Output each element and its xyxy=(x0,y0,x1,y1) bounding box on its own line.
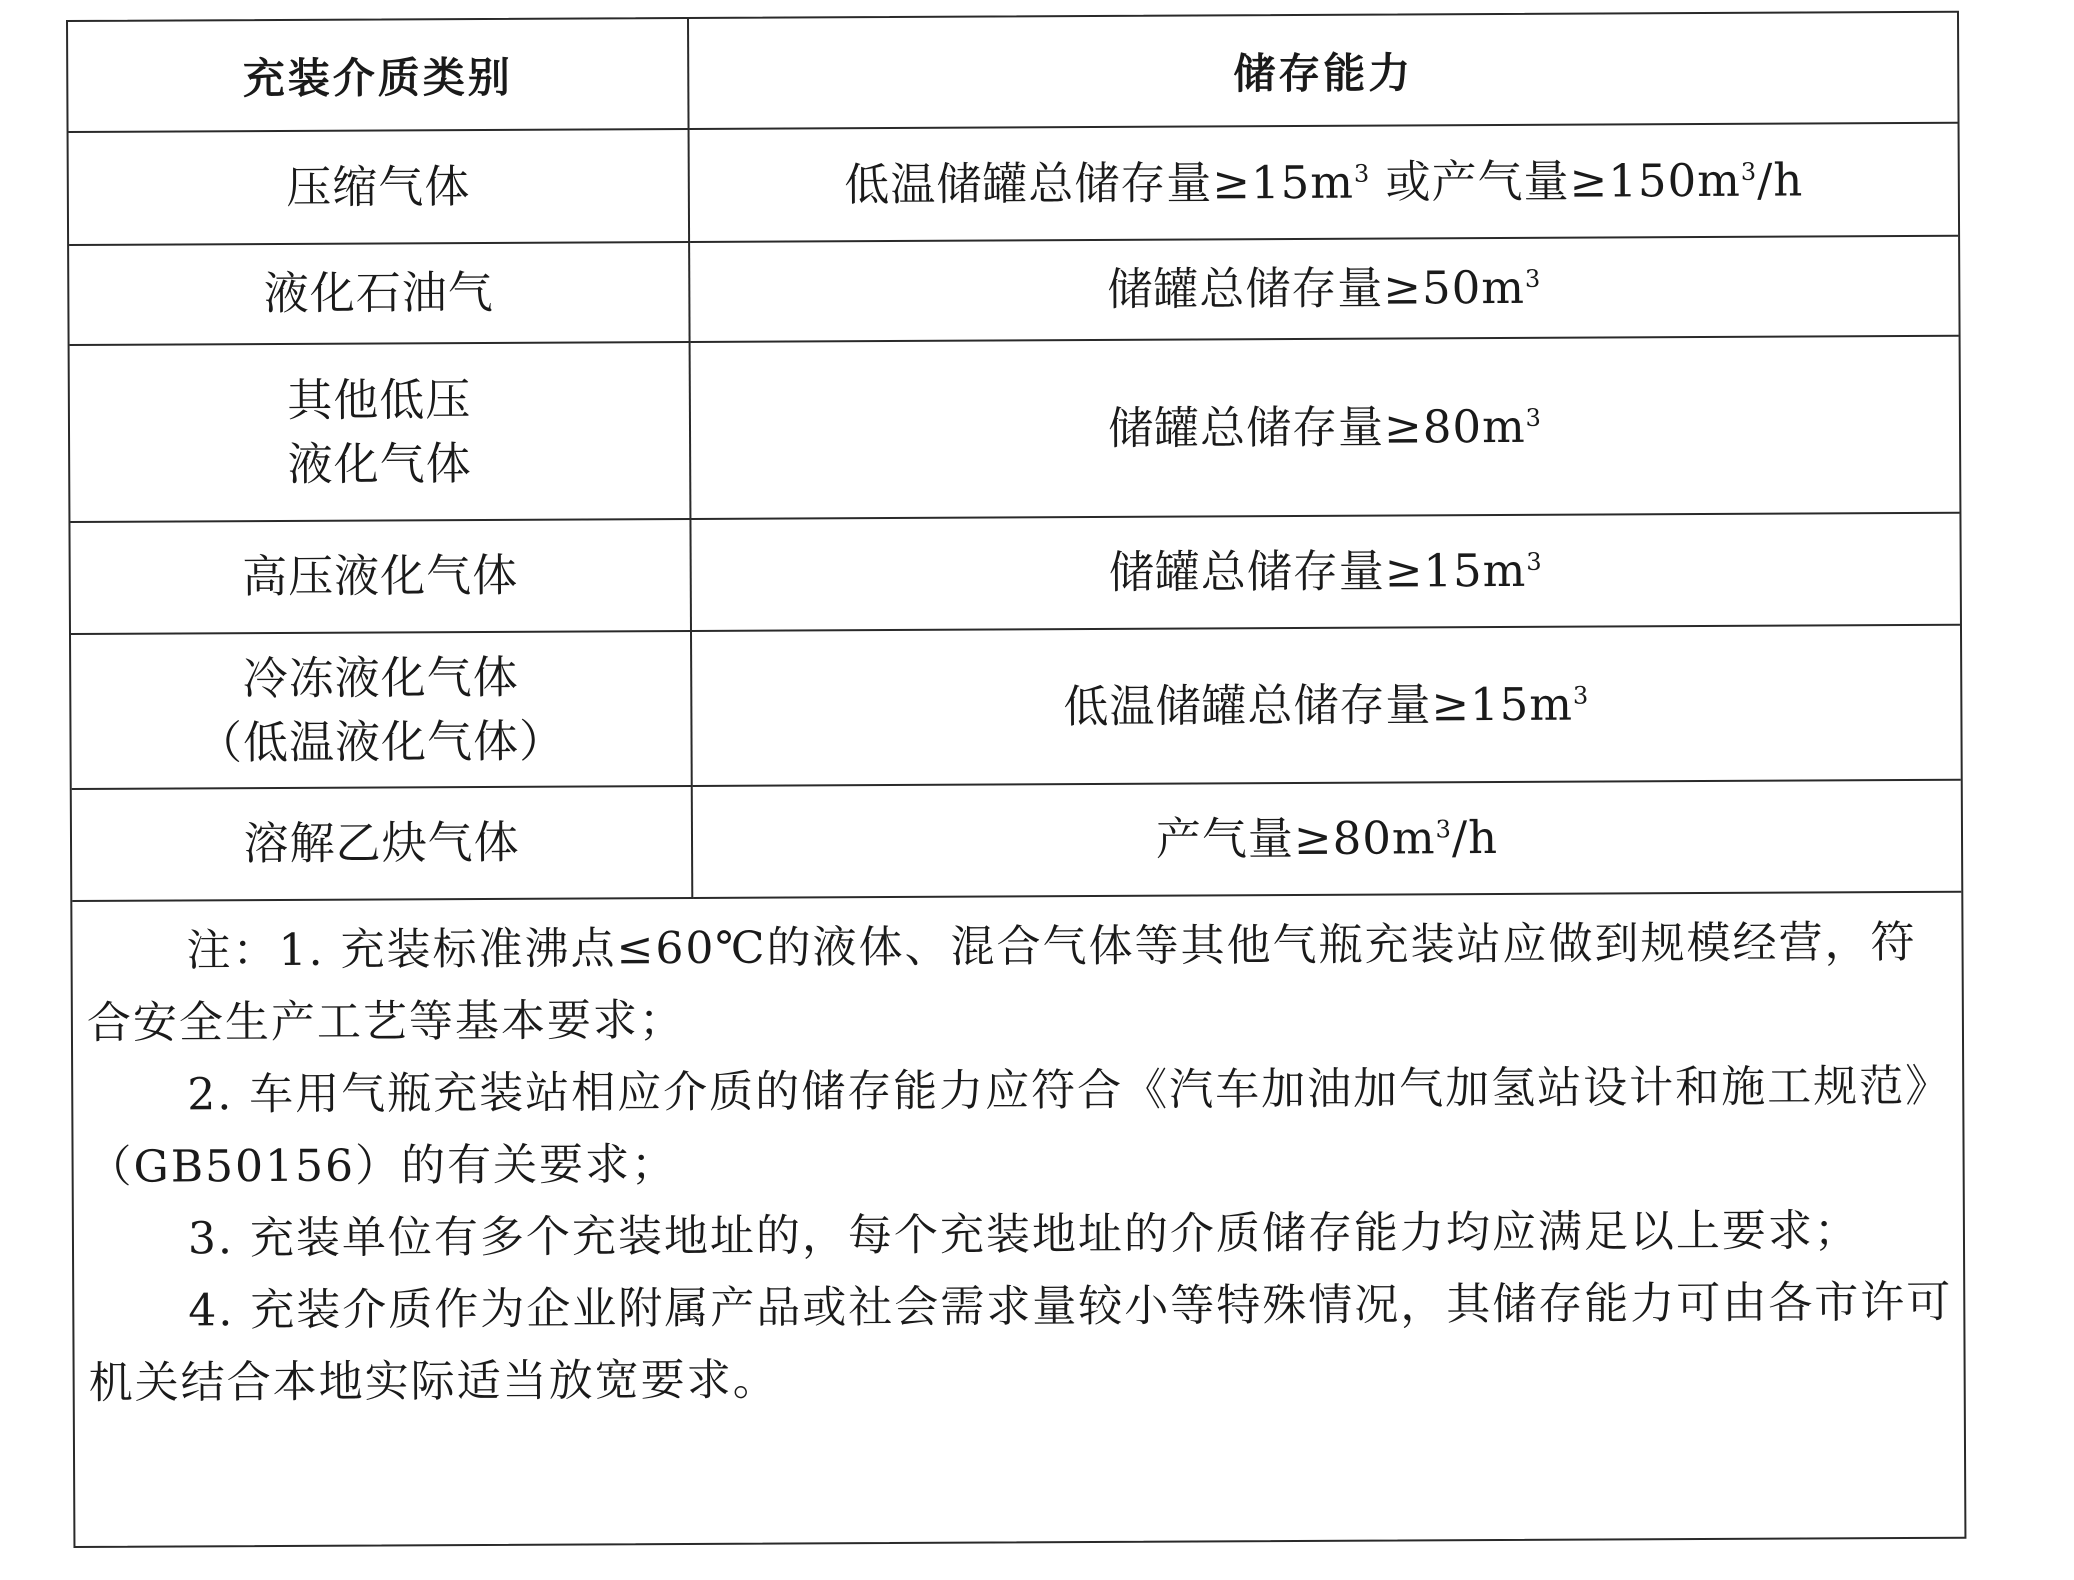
header-storage-capacity: 储存能力 xyxy=(688,13,1958,129)
capacity-text-unit: /h xyxy=(1451,811,1499,865)
note-1: 注：1. 充装标准沸点≤60℃的液体、混合气体等其他气瓶充装站应做到规模经营，符合安全生产工艺等基本要求； xyxy=(86,916,1917,1049)
superscript: 3 xyxy=(1525,403,1542,432)
capacity-text: 储罐总储存量≥15m xyxy=(1108,543,1527,599)
capacity-text: 产气量≥80m xyxy=(1155,811,1436,866)
capacity-cell xyxy=(692,780,1962,898)
capacity-cell xyxy=(689,123,1959,242)
category-cell xyxy=(72,786,693,901)
superscript: 3 xyxy=(1524,264,1542,293)
superscript-2: 3 xyxy=(1740,157,1758,186)
category-text: 压缩气体 xyxy=(286,159,471,214)
category-text-line1: 冷冻液化气体 xyxy=(242,650,519,705)
header-medium-category: 充装介质类别 xyxy=(68,19,689,132)
capacity-text-unit: /h xyxy=(1756,153,1804,207)
capacity-cell xyxy=(689,236,1958,342)
superscript: 3 xyxy=(1526,547,1543,576)
table-row xyxy=(70,513,1960,634)
note-4: 4. 充装介质作为企业附属产品或社会需求量较小等特殊情况，其储存能力可由各市许可机关结合本地实际适当放宽要求。 xyxy=(88,1276,1953,1409)
category-text-line2: （低温液化气体） xyxy=(196,714,566,769)
category-cell xyxy=(70,519,691,634)
category-text: 溶解乙炔气体 xyxy=(243,815,520,871)
note-2: 2. 车用气瓶充装站相应介质的储存能力应符合《汽车加油加气加氢站设计和施工规范》（GB50156）的有关要求； xyxy=(87,1060,1952,1193)
category-text-line1: 其他低压 xyxy=(287,372,472,427)
category-cell xyxy=(71,631,692,789)
capacity-cell xyxy=(690,513,1960,631)
category-text: 高压液化气体 xyxy=(242,548,519,604)
category-text-line2: 液化气体 xyxy=(287,436,472,491)
note-3: 3. 充装单位有多个充装地址的，每个充装地址的介质储存能力均应满足以上要求； xyxy=(187,1205,1861,1265)
table-row xyxy=(71,625,1961,789)
superscript: 3 xyxy=(1572,681,1590,710)
category-text: 液化石油气 xyxy=(263,265,494,321)
capacity-text-cont: 或产气量≥150m xyxy=(1370,153,1741,209)
superscript: 3 xyxy=(1353,159,1371,188)
capacity-text: 储罐总储存量≥50m xyxy=(1107,260,1526,316)
table-row xyxy=(70,336,1960,522)
capacity-cell xyxy=(690,336,1960,519)
category-cell xyxy=(69,129,690,245)
capacity-text: 低温储罐总储存量≥15m xyxy=(1063,677,1574,733)
notes-section xyxy=(72,893,1964,1420)
capacity-text: 低温储罐总储存量≥15m xyxy=(844,155,1355,211)
table-row xyxy=(69,123,1959,245)
table-row xyxy=(72,780,1962,901)
capacity-text: 储罐总储存量≥80m xyxy=(1107,399,1526,455)
storage-capacity-table xyxy=(68,13,1961,902)
superscript: 3 xyxy=(1435,815,1452,844)
category-cell xyxy=(69,242,689,345)
capacity-cell xyxy=(691,625,1961,786)
category-cell xyxy=(70,342,691,522)
document-frame xyxy=(66,11,1966,1548)
table-row xyxy=(69,236,1958,345)
table-header-row xyxy=(68,13,1958,132)
